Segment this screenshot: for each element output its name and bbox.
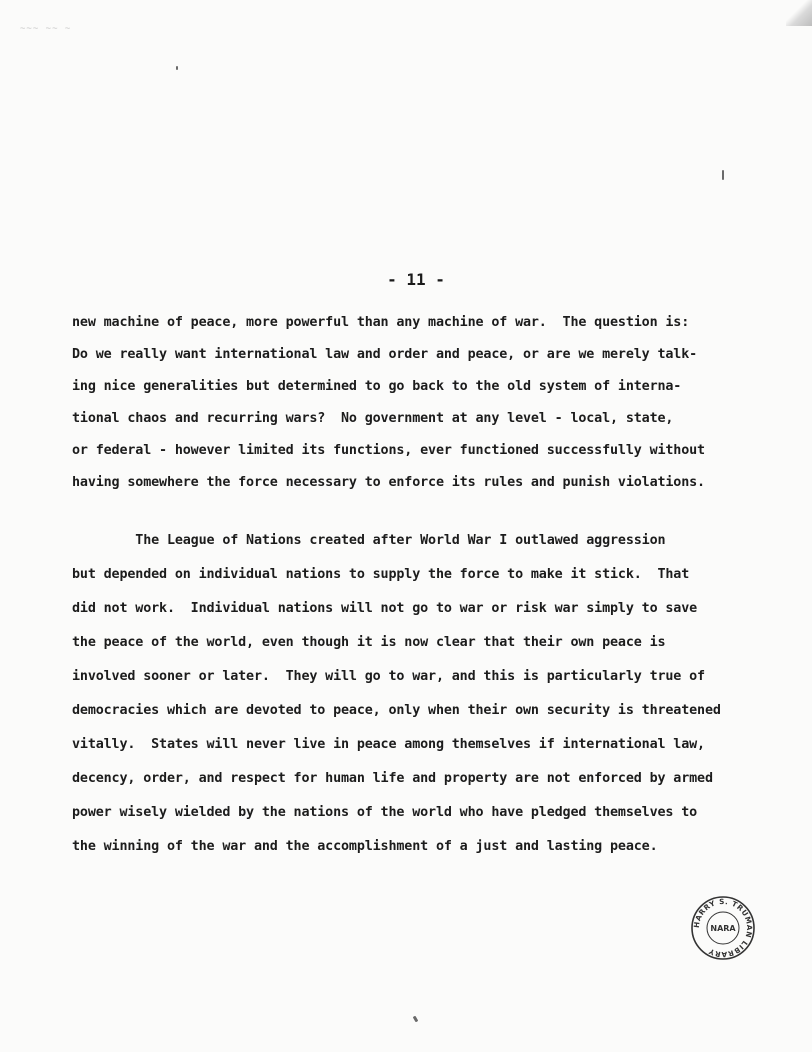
- text-line: ing nice generalities but determined to go back to the old system of interna-: [72, 379, 682, 394]
- stamp-inner-text: NARA: [710, 924, 736, 933]
- text-line: the winning of the war and the accomplishment of a just and lasting peace.: [72, 839, 658, 854]
- faint-corner-mark: ~~~ ~~ ~: [20, 24, 72, 34]
- text-line: The League of Nations created after World War I outlawed aggression: [72, 533, 666, 548]
- scan-speck: [176, 66, 178, 70]
- text-line: having somewhere the force necessary to enforce its rules and punish violations.: [72, 475, 705, 490]
- text-line: or federal - however limited its functions, ever functioned successfully without: [72, 443, 705, 458]
- stamp-outer-text: HARRY S. TRUMAN LIBRARY: [691, 896, 755, 960]
- text-line: power wisely wielded by the nations of the world who have pledged themselves to: [72, 805, 698, 820]
- text-line: tional chaos and recurring wars? No government at any level - local, state,: [72, 411, 674, 426]
- page-number: - 11 -: [387, 270, 445, 289]
- scan-speck: [413, 1016, 419, 1023]
- text-line: new machine of peace, more powerful than any machine of war. The question is:: [72, 315, 690, 330]
- text-line: Do we really want international law and order and peace, or are we merely talk-: [72, 347, 698, 362]
- library-stamp: [690, 895, 756, 961]
- text-line: democracies which are devoted to peace, only when their own security is threatened: [72, 703, 721, 718]
- text-line: decency, order, and respect for human life and property are not enforced by armed: [72, 771, 713, 786]
- scan-speck: [722, 170, 724, 180]
- text-line: the peace of the world, even though it is now clear that their own peace is: [72, 635, 666, 650]
- text-line: but depended on individual nations to supply the force to make it stick. That: [72, 567, 690, 582]
- text-line: vitally. States will never live in peace among themselves if international law,: [72, 737, 705, 752]
- text-line: involved sooner or later. They will go to war, and this is particularly true of: [72, 669, 705, 684]
- text-line: did not work. Individual nations will not go to war or risk war simply to save: [72, 601, 698, 616]
- scan-smudge: [786, 0, 812, 26]
